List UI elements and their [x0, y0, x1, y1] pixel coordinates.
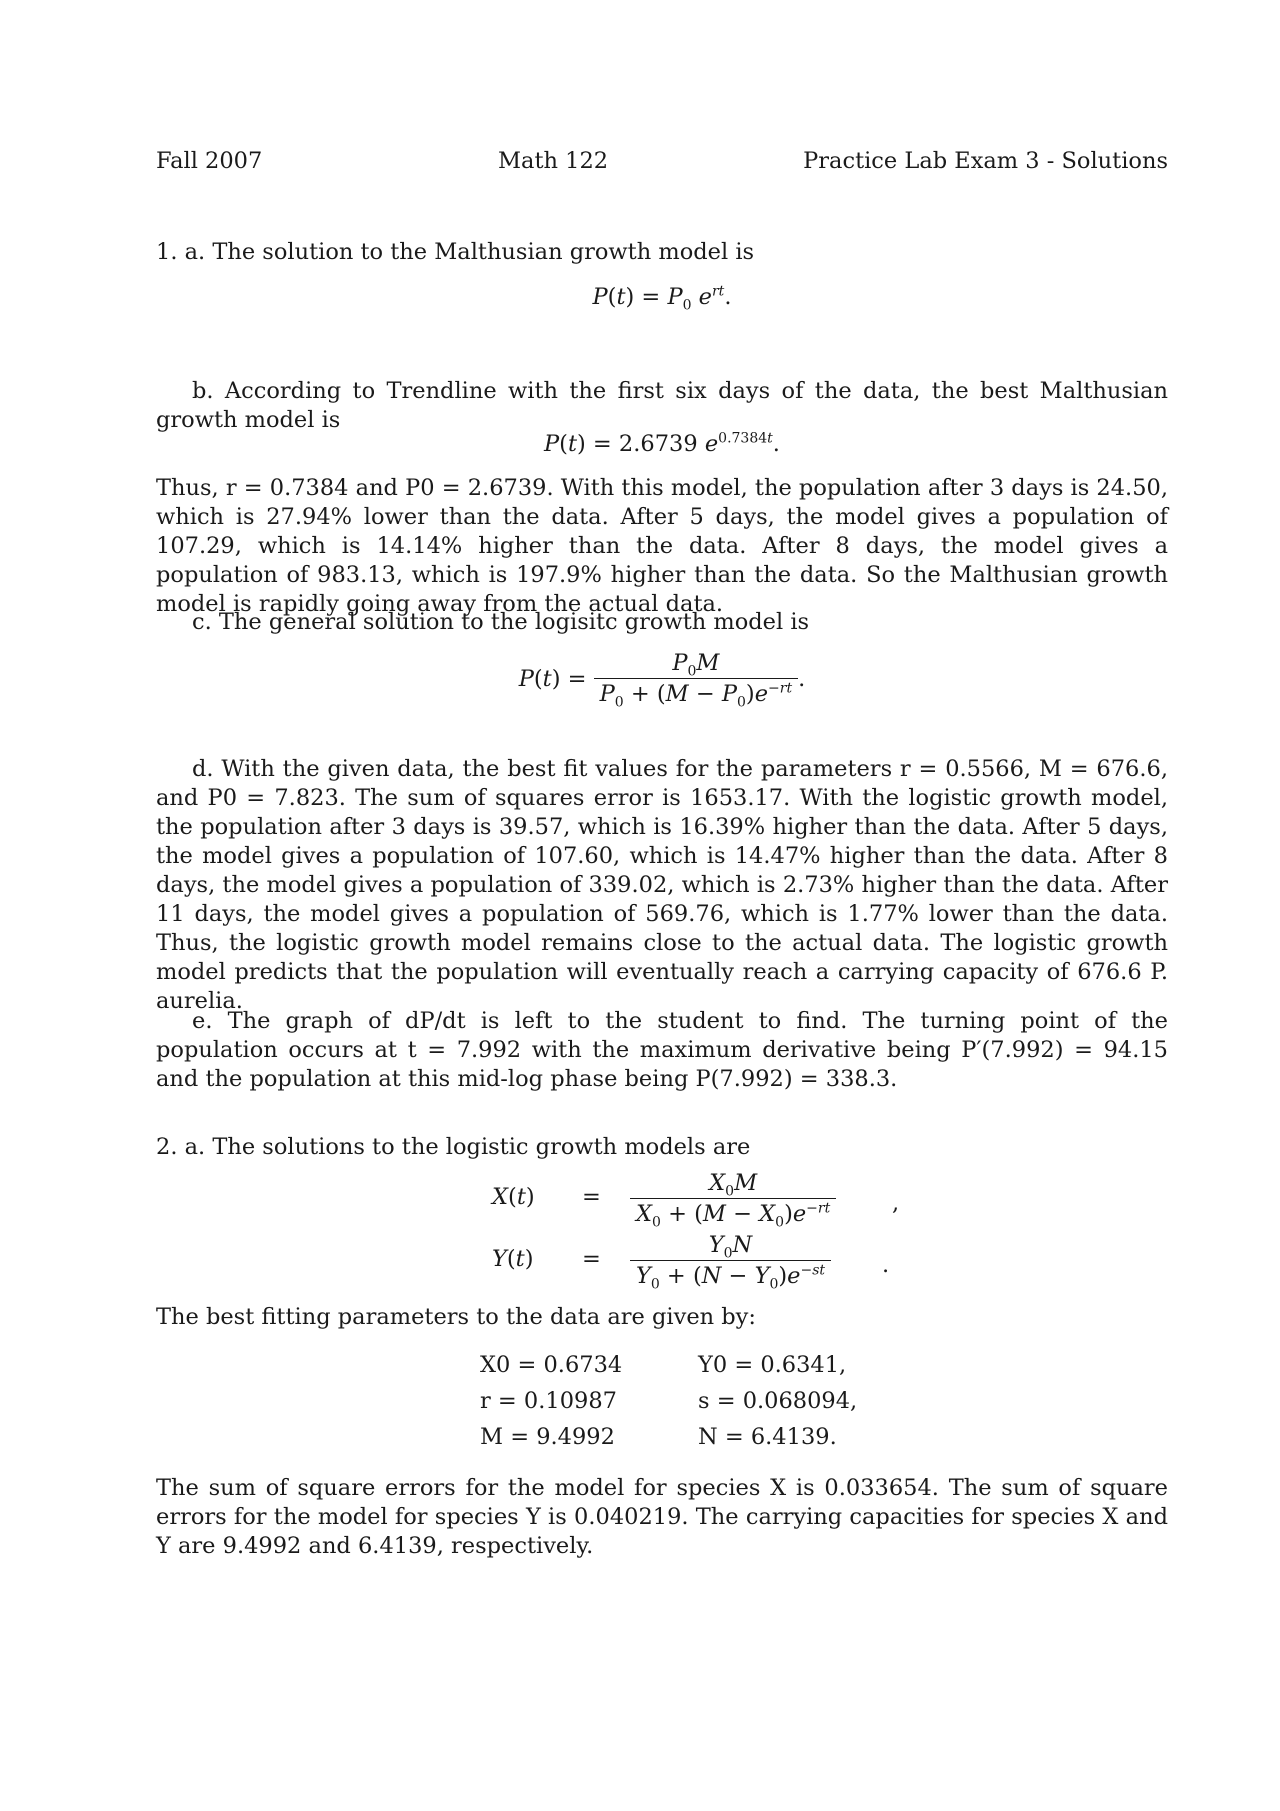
header-title: Practice Lab Exam 3 - Solutions	[803, 148, 1168, 174]
q1b-equation: P(t) = 2.6739 $e^{0.7384t}$.	[544, 430, 780, 457]
q2a-intro: 2. a. The solutions to the logistic growth models are	[156, 1134, 751, 1160]
q1c-intro: c. The general solution to the logisitc growth model is	[192, 609, 810, 635]
param-y0: Y0 = 0.6341,	[698, 1352, 847, 1378]
document-page	[156, 0, 1168, 1811]
equation-y: Y(t) = $\frac{Y_0N}{Y_0 + (N - Y_0)e^{-st}}$ .	[492, 1232, 890, 1293]
q1e-body: e. The graph of dP/dt is left to the student to find. The turning point of the population occurs at t = 7.992 with the maximum derivative being P′(7.992) = 94.15 and the population at this mid-log phase being P(7.992) = 338.3.	[156, 1008, 1168, 1092]
q2-conclusion: The sum of square errors for the model for species X is 0.033654. The sum of square errors for the model for species Y is 0.040219. The carrying capacities for species X and Y are 9.4992 and 6.4139, respectively.	[156, 1475, 1168, 1559]
q2-params-intro: The best fitting parameters to the data are given by:	[156, 1304, 756, 1330]
table-row	[480, 1347, 857, 1383]
table-row	[480, 1383, 857, 1419]
param-m: M = 9.4992	[480, 1424, 615, 1450]
param-r: r = 0.10987	[480, 1388, 617, 1414]
param-s: s = 0.068094,	[698, 1388, 858, 1414]
q1c-equation: P(t) = $\frac{P_0M}{P_0 + (M - P_0)e^{-rt}}$ .	[518, 650, 806, 711]
header-term: Fall 2007	[156, 148, 263, 174]
q1a-equation: $P(t) = P_0$ $e^{rt}$.	[592, 283, 732, 314]
equation-x: X(t) = $\frac{X_0M}{X_0 + (M - X_0)e^{-rt}}$ ,	[492, 1170, 900, 1231]
q1a-intro: 1. a. The solution to the Malthusian growth model is	[156, 239, 755, 265]
table-row	[480, 1419, 857, 1455]
parameters-table	[480, 1347, 857, 1455]
q1b-intro: b. According to Trendline with the first six days of the data, the best Malthusian growth model is	[156, 378, 1168, 433]
param-n: N = 6.4139.	[698, 1424, 837, 1450]
header-course: Math 122	[498, 148, 609, 174]
q1d-body: d. With the given data, the best fit values for the parameters r = 0.5566, M = 676.6, and P0 = 7.823. The sum of squares error is 1653.17. With the logistic growth model, the population after 3 days is 39.57, which is 16.39% higher than the data. After 5 days, the model gives a population of 107.60, which is 14.47% higher than the data. After 8 days, the model gives a population of 339.02, which is 2.73% higher than the data. After 11 days, the model gives a population of 569.76, which is 1.77% lower than the data. Thus, the logistic growth model remains close to the actual data. The logistic growth model predicts that the population will eventually reach a carrying capacity of 676.6 P. aurelia.	[156, 756, 1168, 1014]
q1b-body: Thus, r = 0.7384 and P0 = 2.6739. With this model, the population after 3 days is 24.50, which is 27.94% lower than the data. After 5 days, the model gives a population of 107.29, which is 14.14% higher than the data. After 8 days, the model gives a population of 983.13, which is 197.9% higher than the data. So the Malthusian growth model is rapidly going away from the actual data.	[156, 475, 1168, 617]
param-x0: X0 = 0.6734	[480, 1352, 623, 1378]
page-header	[156, 148, 1168, 178]
